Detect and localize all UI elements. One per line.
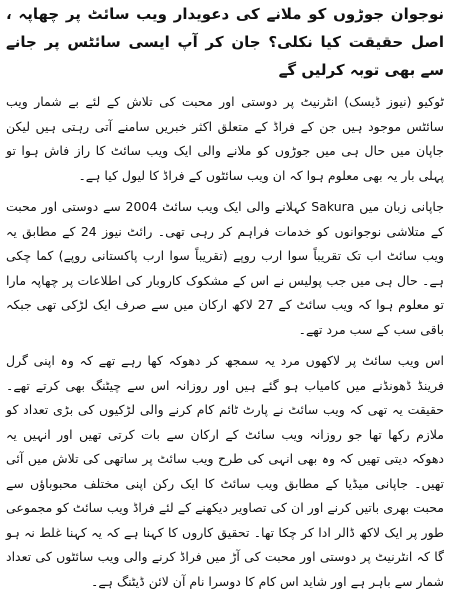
article-paragraph-3: اس ویب سائٹ پر لاکھوں مرد یہ سمجھ کر دھوکہ کھا رہے تھے کہ وہ اپنی گرل فرینڈ ڈھونڈنے میں کامیاب ہو گئے ہیں اور روزانہ اس سے چیٹنگ بھی کرتے تھے۔ حقیقت یہ تھی کہ ویب سائٹ نے پارٹ ٹائم کام کرنے والی لڑکیوں کی بڑی تعداد کو ملازم رکھا تھا جو روزانہ ویب سائٹ کے ارکان سے بات کرتی تھیں اور انہیں یہ دھوکہ دیتی تھیں کہ وہ بھی انہی کی طرح ویب سائٹ پر ساتھی کی تلاش میں آئی تھیں۔ جاپانی میڈیا کے مطابق ویب سائٹ کا ایک رکن اپنی مختلف محبوباؤں سے محبت بھری باتیں کرنے اور ان کی تصاویر دیکھنے کے لئے فراڈ ویب سائٹ کو مجموعی طور پر ایک لاکھ ڈالر ادا کر چکا تھا۔ تحقیق کاروں کا کہنا ہے کہ یہ کہنا غلط نہ ہو گا کہ انٹرنیٹ پر دوستی اور محبت کی آڑ میں فراڈ کرنے والی ویب سائٹوں کی تعداد شمار سے باہر ہے اور شاید اس کام کا دوسرا نام آن لائن ڈیٹنگ ہے۔ <box>6 353 444 589</box>
article-headline: نوجوان جوڑوں کو ملانے کی دعویدار ویب سائٹ پر چھاپہ ، اصل حقیقت کیا نکلی؟ جان کر آپ ایسی سائٹس پر جانے سے بھی توبہ کرلیں گے <box>6 5 444 79</box>
article-paragraph-1: ٹوکیو (نیوز ڈیسک) انٹرنیٹ پر دوستی اور محبت کی تلاش کے لئے بے شمار ویب سائٹس موجود ہیں جن کے فراڈ کے متعلق اکثر خبریں سامنے آتی رہتی ہیں لیکن جاپان میں حال ہی میں جوڑوں کو ملانے والی ایک ویب سائٹ کا راز فاش ہوا تو پہلی بار یہ بھی معلوم ہوا کہ ان ویب سائٹوں کے فراڈ کا لیول کیا ہے۔ <box>6 94 444 183</box>
article-paragraph-2: جاپانی زبان میں Sakura کہلانے والی ایک ویب سائٹ 2004 سے دوستی اور محبت کے متلاشی نوجوانوں کو خدمات فراہم کر رہی تھی۔ رائٹ نیوز 24 کے مطابق یہ ویب سائٹ اب تک تقریباً سوا ارب روپے (تقریباً سوا ارب پاکستانی روپے) کما چکی ہے۔ حال ہی میں جب پولیس نے اس کے مشکوک کاروبار کی اطلاعات پر چھاپہ مارا تو معلوم ہوا کہ ویب سائٹ کے 27 لاکھ ارکان میں سے صرف ایک لڑکی تھی جبکہ باقی سب کے سب مرد تھے۔ <box>6 199 444 337</box>
